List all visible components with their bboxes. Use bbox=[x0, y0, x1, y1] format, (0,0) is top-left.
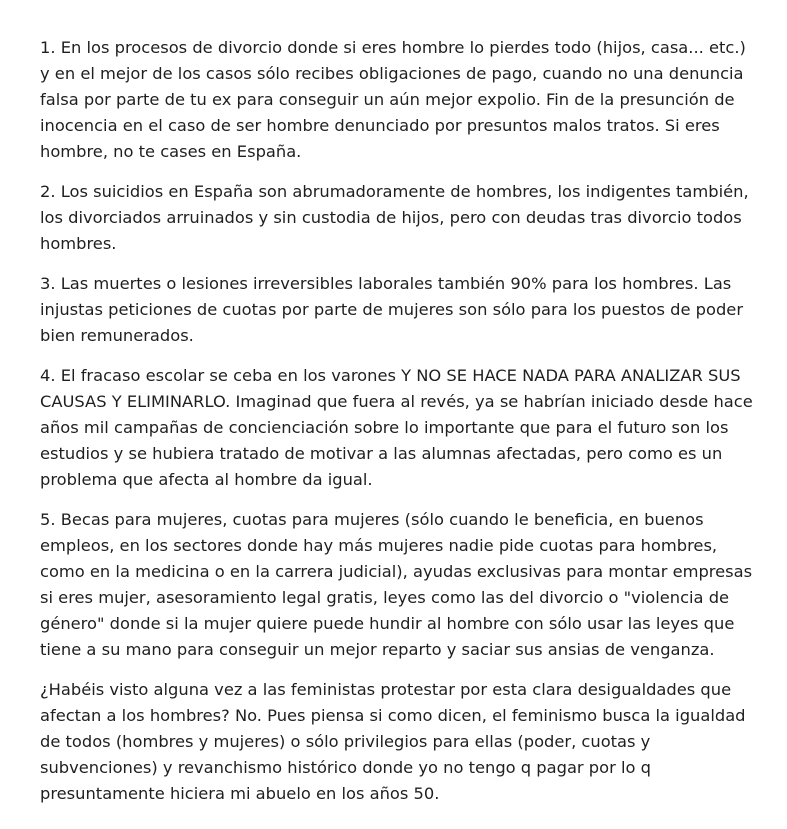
paragraph-2: 2. Los suicidios en España son abrumadoramente de hombres, los indigentes también, los divorciados arruinados y sin custodia de hijos, pero con deudas tras divorcio todos hombres. bbox=[40, 182, 749, 253]
paragraph-5: 5. Becas para mujeres, cuotas para mujeres (sólo cuando le beneficia, en buenos empleos, en los sectores donde hay más mujeres nadie pide cuotas para hombres, como en la medicina o en la carrera judicial), ayudas exclusivas para montar empresas si eres mujer, asesoramiento legal gratis, leyes como las del divorcio o "violencia de género" donde si la mujer quiere puede hundir al hombre con sólo usar las leyes que tiene a su mano para conseguir un mejor reparto y saciar sus ansias de venganza. bbox=[40, 510, 753, 659]
paragraph-conclusion: ¿Habéis visto alguna vez a las feministas protestar por esta clara desigualdades que afectan a los hombres? No. Pues piensa si como dicen, el feminismo busca la igualdad de todos (hombres y mujeres) o sólo privilegios para ellas (poder, cuotas y subvenciones) y revanchismo histórico donde yo no tengo q pagar por lo q presuntamente hiciera mi abuelo en los años 50. bbox=[40, 680, 746, 803]
paragraph-3: 3. Las muertes o lesiones irreversibles laborales también 90% para los hombres. Las injustas peticiones de cuotas por parte de mujeres son sólo para los puestos de poder bien remunerados. bbox=[40, 274, 744, 345]
paragraph-1: 1. En los procesos de divorcio donde si eres hombre lo pierdes todo (hijos, casa... etc.) y en el mejor de los casos sólo recibes obligaciones de pago, cuando no una denuncia falsa por parte de tu ex para conseguir un aún mejor expolio. Fin de la presunción de inocencia en el caso de ser hombre denunciado por presuntos malos tratos. Si eres hombre, no te cases en España. bbox=[40, 38, 746, 161]
paragraph-4: 4. El fracaso escolar se ceba en los varones Y NO SE HACE NADA PARA ANALIZAR SUS CAUSAS Y ELIMINARLO. Imaginad que fuera al revés, ya se habrían iniciado desde hace años mil campañas de concienciación sobre lo importante que para el futuro son los estudios y se hubiera tratado de motivar a las alumnas afectadas, pero como es un problema que afecta al hombre da igual. bbox=[40, 366, 753, 489]
document-body bbox=[40, 35, 760, 807]
